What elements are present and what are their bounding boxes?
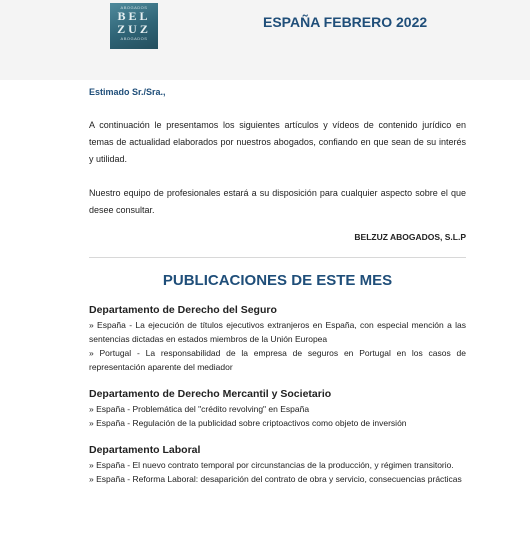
department-block (89, 442, 466, 486)
newsletter-header (0, 0, 530, 80)
logo-bottom-text: ABOGADOS (120, 36, 148, 41)
issue-title: ESPAÑA FEBRERO 2022 (263, 14, 428, 30)
department-block (89, 386, 466, 430)
article-link[interactable]: » España - La ejecución de títulos ejecutivos extranjeros en España, con especial mención a las sentencias dictadas en estados miembros de la Unión Europea (89, 320, 466, 344)
department-title: Departamento Laboral (89, 444, 201, 456)
intro-paragraph: A continuación le presentamos los siguientes artículos y vídeos de contenido jurídico en temas de actualidad elaborados por nuestros abogados, confiando en que sean de su interés y utilidad. (89, 120, 466, 164)
article-link[interactable]: » España - Regulación de la publicidad sobre criptoactivos como objeto de inversión (89, 418, 407, 428)
contact-paragraph: Nuestro equipo de profesionales estará a su disposición para cualquier aspecto sobre el que desee consultar. (89, 188, 466, 215)
article-link[interactable]: » España - Problemática del "crédito revolving" en España (89, 404, 310, 414)
article-link[interactable]: » España - Reforma Laboral: desaparición del contrato de obra y servicio, consecuencias prácticas (89, 474, 462, 484)
signature: BELZUZ ABOGADOS, S.L.P (354, 232, 466, 242)
greeting: Estimado Sr./Sra., (89, 87, 166, 97)
article-link[interactable]: » España - El nuevo contrato temporal por circunstancias de la producción, y régimen transitorio. (89, 460, 454, 470)
department-title: Departamento de Derecho del Seguro (89, 304, 277, 316)
department-title: Departamento de Derecho Mercantil y Societario (89, 388, 332, 400)
logo-row-2: ZUZ (117, 22, 151, 36)
article-link[interactable]: » Portugal - La responsabilidad de la empresa de seguros en Portugal en los casos de representación aparente del mediador (89, 348, 466, 372)
logo-row-1: BEL (117, 9, 151, 23)
belzuz-logo (110, 3, 158, 49)
department-block (89, 302, 466, 374)
publications-title: PUBLICACIONES DE ESTE MES (162, 272, 393, 289)
newsletter-body (89, 84, 466, 486)
logo-top-text: ABOGADOS (120, 5, 148, 10)
